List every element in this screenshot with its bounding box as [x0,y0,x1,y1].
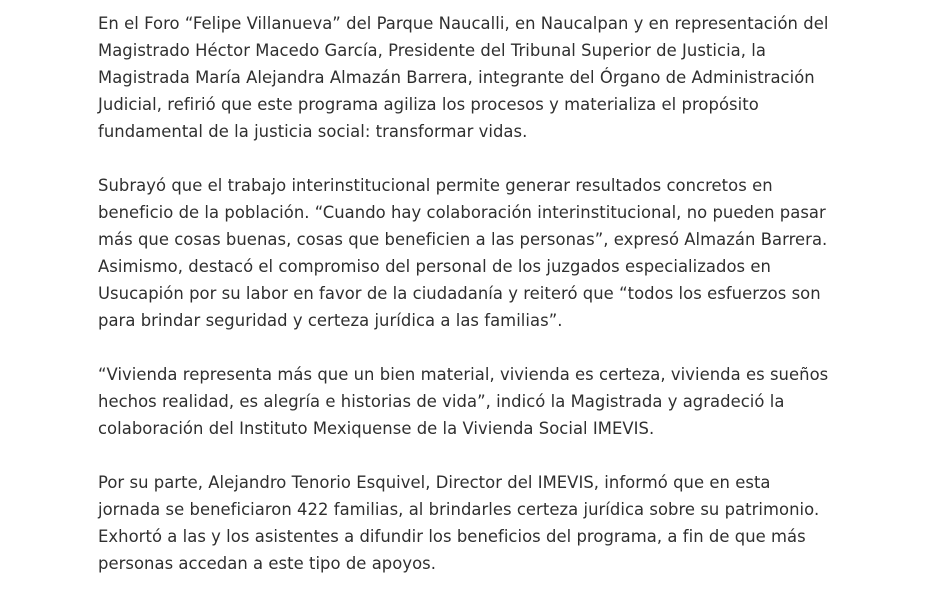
paragraph-1: En el Foro “Felipe Villanueva” del Parque Naucalli, en Naucalpan y en representación del Magistrado Héctor Macedo García, Presidente del Tribunal Superior de Justicia, la Magistrada María Alejandra Almazán Barrera, integrante del Órgano de Administración Judicial, refirió que este programa agiliza los procesos y materializa el propósito fundamental de la justicia social: transformar vidas. [98,14,829,141]
paragraph-2: Subrayó que el trabajo interinstitucional permite generar resultados concretos en beneficio de la población. “Cuando hay colaboración interinstitucional, no pueden pasar más que cosas buenas, cosas que beneficien a las personas”, expresó Almazán Barrera. Asimismo, destacó el compromiso del personal de los juzgados especializados en Usucapión por su labor en favor de la ciudadanía y reiteró que “todos los esfuerzos son para brindar seguridad y certeza jurídica a las familias”. [98,176,828,330]
article-body [98,10,834,604]
paragraph-4: Por su parte, Alejandro Tenorio Esquivel, Director del IMEVIS, informó que en esta jornada se beneficiaron 422 familias, al brindarles certeza jurídica sobre su patrimonio. Exhortó a las y los asistentes a difundir los beneficios del programa, a fin de que más personas accedan a este tipo de apoyos. [98,473,820,573]
paragraph-3: “Vivienda representa más que un bien material, vivienda es certeza, vivienda es sueños hechos realidad, es alegría e historias de vida”, indicó la Magistrada y agradeció la colaboración del Instituto Mexiquense de la Vivienda Social IMEVIS. [98,365,829,438]
